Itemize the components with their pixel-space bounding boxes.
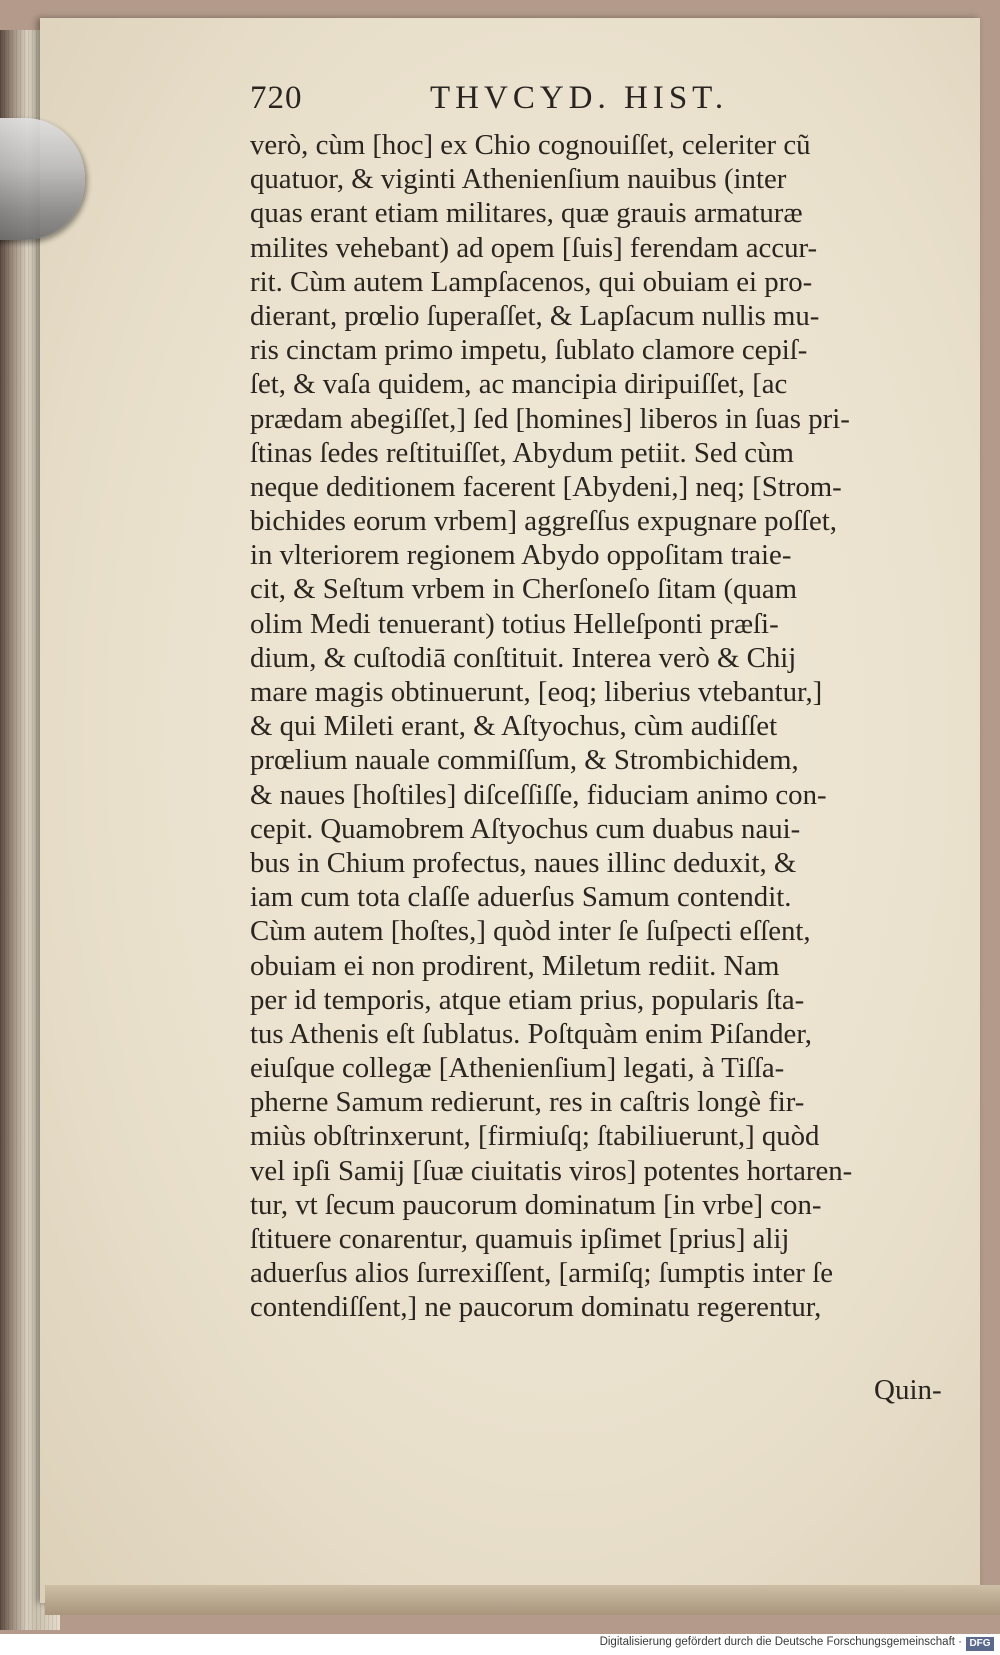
text-line: aduerſus alios ſurrexiſſent, [armiſq; ſumptis inter ſe: [250, 1257, 833, 1290]
text-line: dierant, prœlio ſuperaſſet, & Lapſacum nullis mu-: [250, 299, 820, 332]
text-line: ſet, & vaſa quidem, ac mancipia diripuiſſet, [ac: [250, 368, 788, 401]
text-line: prædam abegiſſet,] ſed [homines] liberos in ſuas pri-: [250, 402, 850, 435]
footer-bar: [0, 1634, 1000, 1655]
text-line: olim Medi tenuerant) totius Helleſponti præſi-: [250, 607, 779, 640]
text-line: vel ipſi Samij [ſuæ ciuitatis viros] potentes hortaren-: [250, 1154, 853, 1187]
text-line: ris cinctam primo impetu, ſublato clamore cepiſ-: [250, 334, 808, 367]
text-line: prœlium nauale commiſſum, & Strombichidem,: [250, 744, 799, 777]
page-number: 720: [250, 80, 303, 116]
body-text: [250, 128, 970, 1325]
text-line: dium, & cuſtodiā conſtituit. Interea verò & Chij: [250, 641, 797, 674]
text-line: quatuor, & viginti Athenienſium nauibus (inter: [250, 163, 787, 196]
text-line: bichides eorum vrbem] aggreſſus expugnare poſſet,: [250, 505, 837, 538]
catchword: Quin-: [874, 1374, 942, 1406]
text-line: ſtituere conarentur, quamuis ipſimet [prius] alij: [250, 1223, 790, 1255]
text-line: miùs obſtrinxerunt, [firmiuſq; ſtabiliuerunt,] quòd: [250, 1120, 820, 1153]
text-line: verò, cùm [hoc] ex Chio cognouiſſet, celeriter cũ: [250, 129, 811, 161]
text-line: quas erant etiam militares, quæ grauis armaturæ: [250, 197, 803, 230]
text-line: obuiam ei non prodirent, Miletum rediit. Nam: [250, 949, 780, 982]
text-line: Cùm autem [hoſtes,] quòd inter ſe ſuſpecti eſſent,: [250, 915, 811, 948]
text-line: rit. Cùm autem Lampſacenos, qui obuiam ei pro-: [250, 265, 813, 298]
text-line: cepit. Quamobrem Aſtyochus cum duabus naui-: [250, 812, 801, 845]
text-line: eiuſque collegæ [Athenienſium] legati, à Tiſſa-: [250, 1052, 785, 1085]
text-line: & naues [hoſtiles] diſceſſiſſe, fiduciam animo con-: [250, 778, 827, 811]
text-line: pherne Samum redierunt, res in caſtris longè fir-: [250, 1086, 805, 1119]
text-line: mare magis obtinuerunt, [eoq; liberius vtebantur,]: [250, 676, 823, 708]
text-line: & qui Mileti erant, & Aſtyochus, cùm audiſſet: [250, 710, 778, 743]
funding-notice: Digitalisierung gefördert durch die Deutsche Forschungsgemeinschaft ·: [599, 1636, 962, 1648]
running-header: [250, 80, 825, 120]
dfg-logo: DFG: [966, 1637, 994, 1651]
text-line: ſtinas ſedes reſtituiſſet, Abydum petiit. Sed cùm: [250, 436, 794, 469]
text-line: tur, vt ſecum paucorum dominatum [in vrbe] con-: [250, 1188, 822, 1221]
text-line: cit, & Seſtum vrbem in Cherſoneſo ſitam (quam: [250, 573, 798, 606]
text-line: contendiſſent,] ne paucorum dominatu regerentur,: [250, 1291, 822, 1324]
text-line: per id temporis, atque etiam prius, popularis ſta-: [250, 983, 805, 1016]
page-stack-bottom: [45, 1585, 1000, 1615]
text-line: bus in Chium profectus, naues illinc deduxit, &: [250, 846, 797, 879]
text-line: in vlteriorem regionem Abydo oppoſitam traie-: [250, 539, 792, 572]
text-line: tus Athenis eſt ſublatus. Poſtquàm enim Piſander,: [250, 1017, 812, 1050]
text-line: iam cum tota claſſe aduerſus Samum contendit.: [250, 881, 792, 914]
running-head-title: THVCYD. HIST.: [430, 80, 729, 116]
text-line: neque deditionem facerent [Abydeni,] neq; [Strom-: [250, 470, 842, 503]
text-line: milites vehebant) ad opem [ſuis] ferendam accur-: [250, 231, 818, 264]
